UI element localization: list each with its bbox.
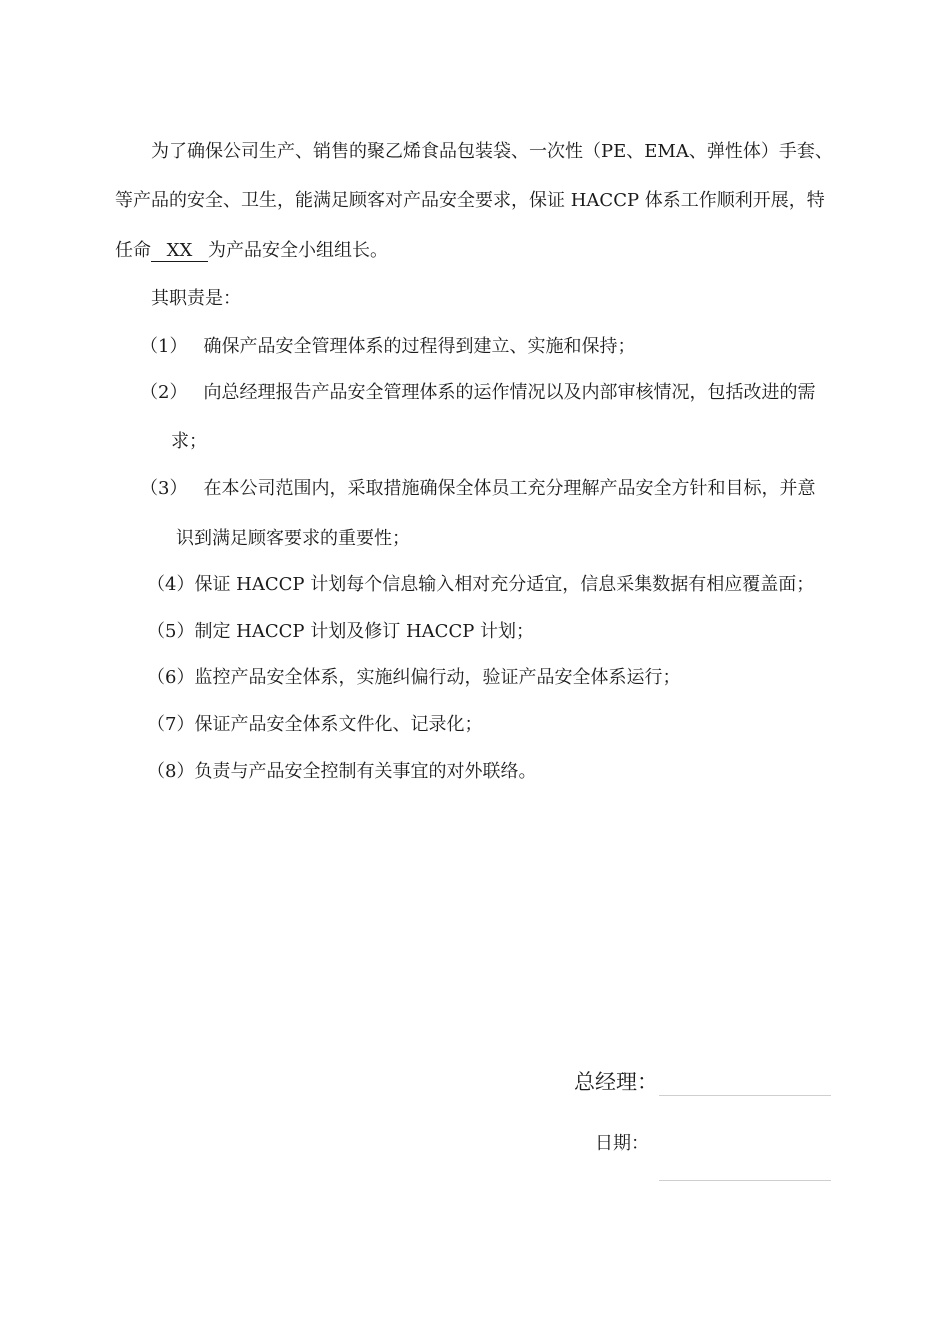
duty-item — [140, 477, 815, 501]
duty-text: 向总经理报告产品安全管理体系的运作情况以及内部审核情况，包括改进的需 — [203, 382, 816, 403]
duty-item — [147, 760, 536, 784]
duty-number: （7） — [147, 714, 195, 735]
duty-number: （4） — [147, 574, 195, 595]
appointee-name: XX — [151, 241, 208, 262]
duty-text-continued: 识到满足顾客要求的重要性； — [176, 528, 410, 549]
appointment-suffix: 为产品安全小组组长。 — [208, 240, 388, 261]
duty-text-continued: 求； — [171, 431, 207, 452]
duty-item — [140, 335, 635, 359]
date-line[interactable] — [659, 1180, 831, 1181]
duty-number: （3） — [140, 478, 188, 499]
duties-intro: 其职责是： — [151, 288, 241, 309]
date-label: 日期： — [595, 1133, 649, 1154]
duty-item — [147, 666, 680, 690]
appointment-prefix: 任命 — [115, 240, 151, 261]
duty-text: 保证 HACCP 计划每个信息输入相对充分适宜，信息采集数据有相应覆盖面； — [194, 574, 815, 595]
duty-number: （8） — [147, 761, 195, 782]
duty-text: 制定 HACCP 计划及修订 HACCP 计划； — [194, 621, 535, 642]
duty-text: 监控产品安全体系，实施纠偏行动，验证产品安全体系运行； — [194, 667, 681, 688]
duty-number: （2） — [140, 382, 188, 403]
paragraph-line: 等产品的安全、卫生，能满足顾客对产品安全要求，保证 HACCP 体系工作顺利开展，特 — [115, 190, 825, 211]
duty-item — [147, 713, 482, 737]
duty-item — [147, 573, 814, 597]
duty-text: 在本公司范围内，采取措施确保全体员工充分理解产品安全方针和目标，并意 — [203, 478, 816, 499]
manager-signature-label: 总经理： — [574, 1070, 658, 1094]
duty-number: （1） — [140, 336, 188, 357]
duty-item — [140, 381, 815, 405]
duty-text: 负责与产品安全控制有关事宜的对外联络。 — [194, 761, 537, 782]
duty-number: （6） — [147, 667, 195, 688]
manager-signature-line[interactable] — [659, 1095, 831, 1096]
duty-text: 保证产品安全体系文件化、记录化； — [194, 714, 483, 735]
paragraph-line: 为了确保公司生产、销售的聚乙烯食品包装袋、一次性（PE、EMA、弹性体）手套、 — [151, 141, 833, 162]
duty-text: 确保产品安全管理体系的过程得到建立、实施和保持； — [203, 336, 636, 357]
duty-number: （5） — [147, 621, 195, 642]
duty-item — [147, 620, 534, 644]
appointment-line — [115, 239, 388, 263]
